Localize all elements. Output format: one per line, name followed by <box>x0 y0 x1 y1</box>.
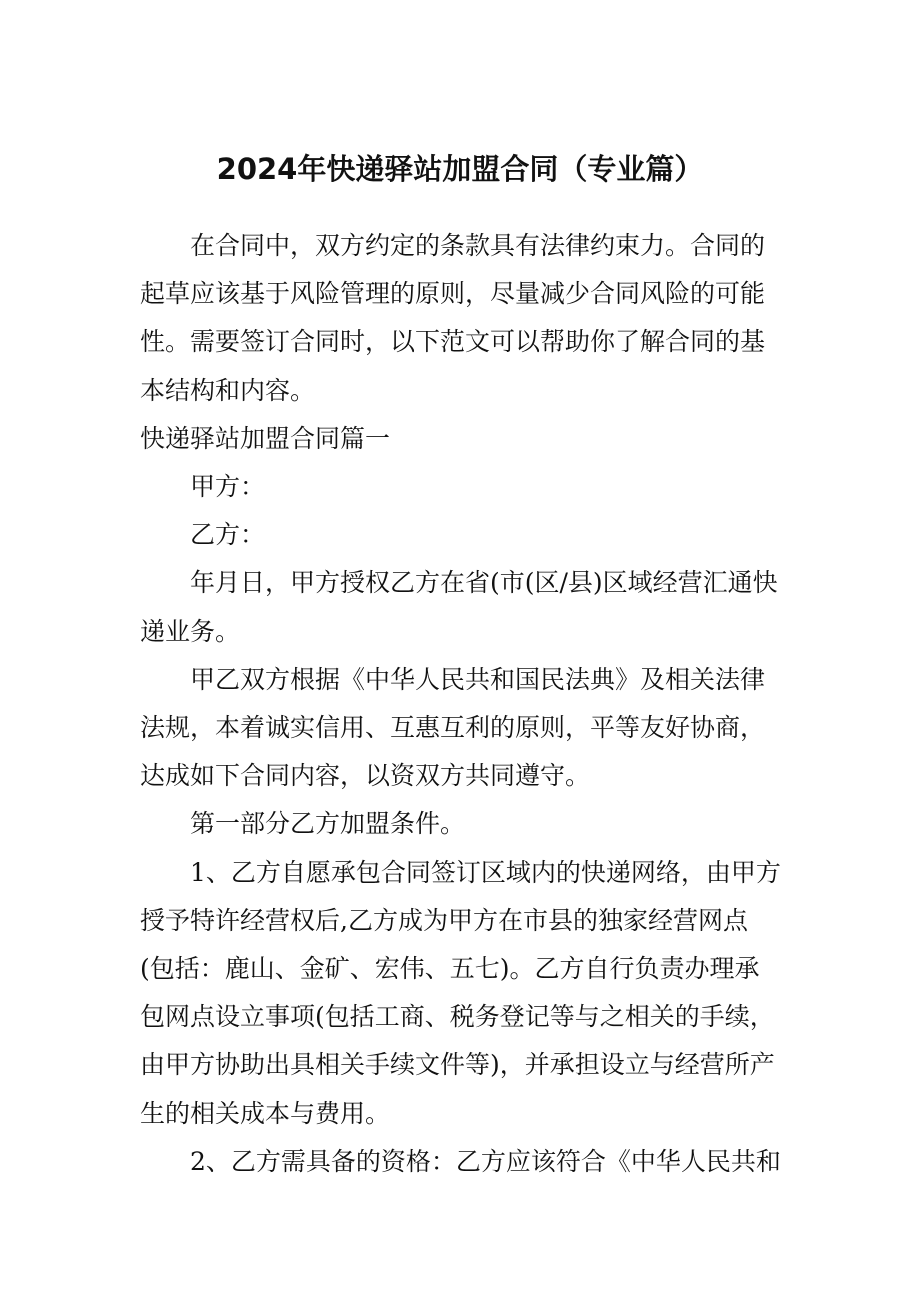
party-a-line: 甲方： <box>190 472 266 502</box>
document-title: 2024年快递驿站加盟合同（专业篇） <box>216 152 704 186</box>
section-heading: 快递驿站加盟合同篇一 <box>140 423 391 453</box>
party-b-line: 乙方： <box>190 520 266 550</box>
date-clause-paragraph: 年月日，甲方授权乙方在省(市(区/县)区域经营汇通快递业务。 <box>140 568 778 646</box>
intro-paragraph: 在合同中，双方约定的条款具有法律约束力。合同的起草应该基于风险管理的原则，尽量减少合同风险的可能性。需要签订合同时，以下范文可以帮助你了解合同的基本结构和内容。 <box>140 231 766 405</box>
item-2-paragraph: 2、乙方需具备的资格：乙方应该符合《中华人民共和 <box>190 1146 781 1176</box>
basis-clause-paragraph: 甲乙双方根据《中华人民共和国民法典》及相关法律法规，本着诚实信用、互惠互利的原则，平等友好协商，达成如下合同内容，以资双方共同遵守。 <box>140 664 766 791</box>
item-1-paragraph: 1、乙方自愿承包合同签订区域内的快递网络，由甲方授予特许经营权后,乙方成为甲方在市县的独家经营网点(包括：鹿山、金矿、宏伟、五七)。乙方自行负责办理承包网点设立事项(包括工商、税务登记等与之相关的手续，由甲方协助出具相关手续文件等)，并承担设立与经营所产生的相关成本与费用。 <box>140 857 781 1128</box>
document-body <box>140 222 782 1186</box>
part-one-heading: 第一部分乙方加盟条件。 <box>190 809 466 839</box>
